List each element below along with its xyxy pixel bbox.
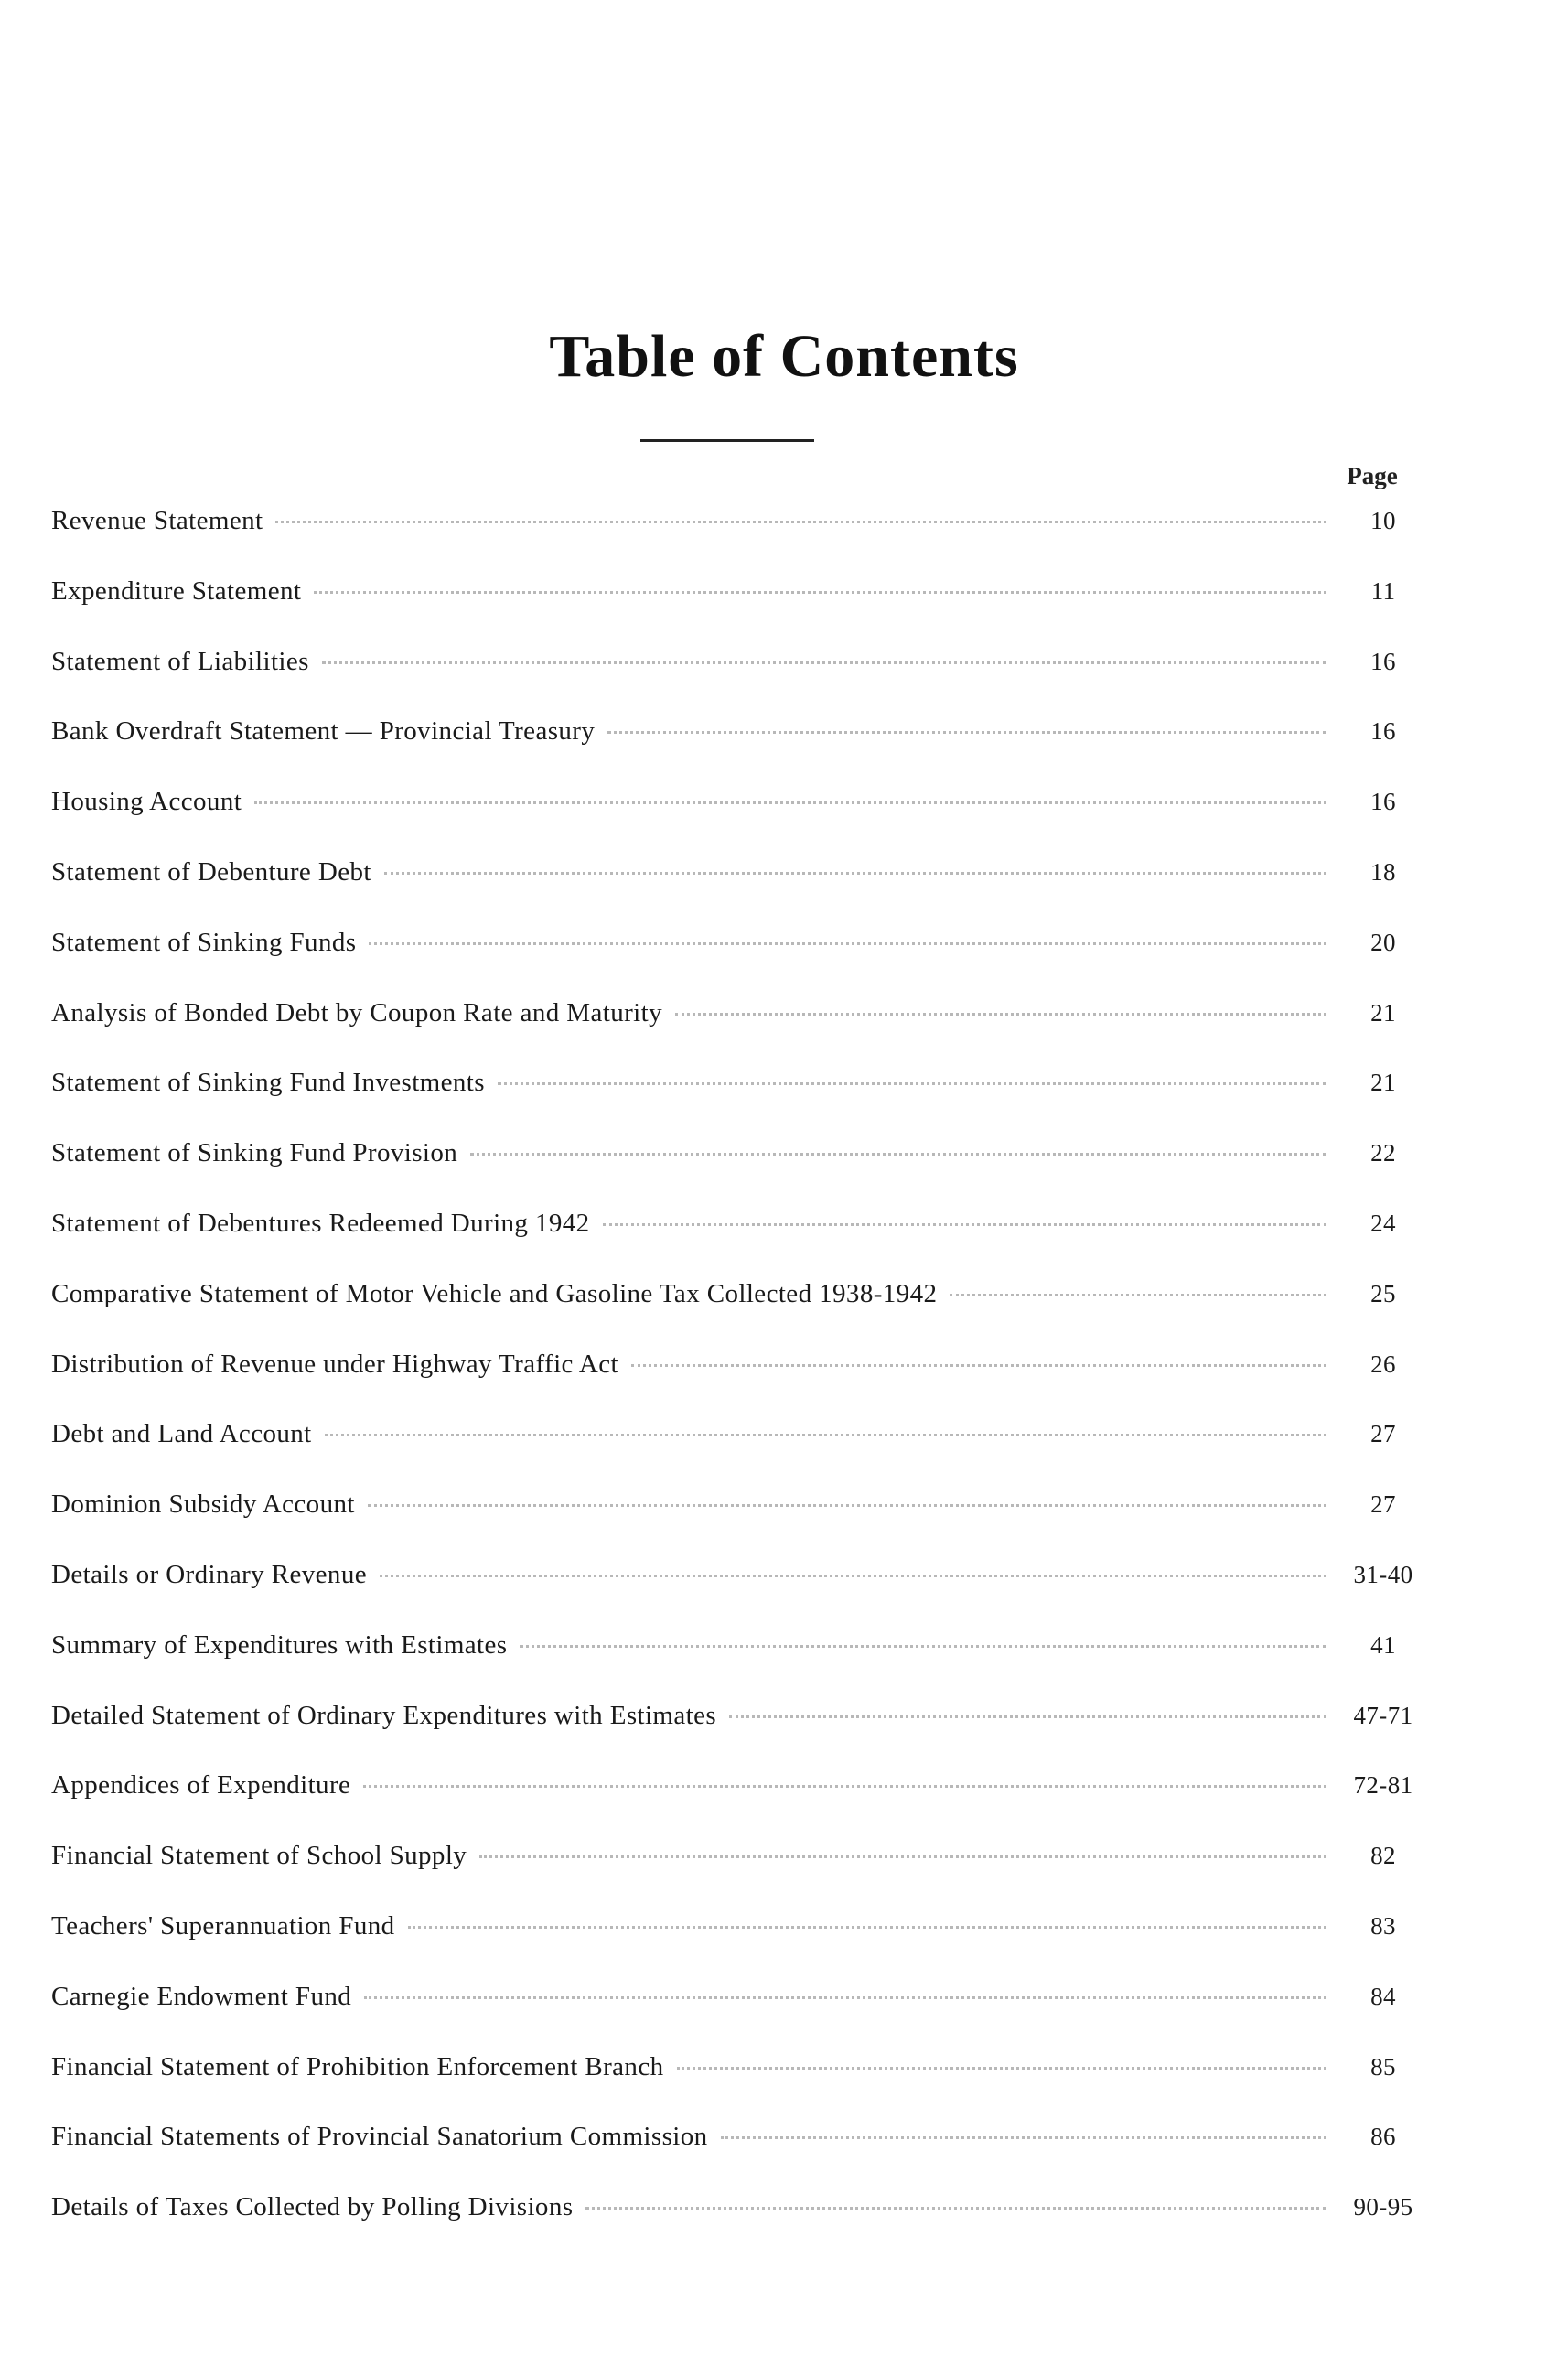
dot-leader — [369, 942, 1326, 945]
toc-entry-page: 26 — [1370, 1350, 1396, 1378]
dot-leader — [314, 591, 1326, 594]
toc-entry-title: Debt and Land Account — [51, 1419, 312, 1449]
toc-entry — [51, 576, 1427, 647]
toc-entry-page: 24 — [1370, 1209, 1396, 1237]
dot-leader — [408, 1926, 1326, 1929]
toc-entry-title: Distribution of Revenue under Highway Traffic Act — [51, 1349, 618, 1379]
dot-leader — [368, 1504, 1326, 1507]
toc-entry-page: 90-95 — [1353, 2193, 1413, 2221]
page-title: Table of Contents — [549, 323, 1019, 390]
toc-entry — [51, 857, 1427, 928]
toc-entry-page: 31-40 — [1353, 1560, 1413, 1588]
toc-entry-title: Details of Taxes Collected by Polling Divisions — [51, 2192, 574, 2222]
toc-entry-title: Financial Statements of Provincial Sanatorium Commission — [51, 2122, 708, 2152]
toc-entry-title: Detailed Statement of Ordinary Expenditures with Estimates — [51, 1700, 717, 1730]
dot-leader — [631, 1364, 1326, 1367]
toc-entry — [51, 1209, 1427, 1279]
toc-entry — [51, 1489, 1427, 1560]
dot-leader — [380, 1575, 1326, 1577]
toc-entry-title: Financial Statement of Prohibition Enforcement Branch — [51, 2051, 664, 2081]
toc-entry — [51, 1630, 1427, 1701]
dot-leader — [363, 1785, 1326, 1788]
toc-entry-title: Summary of Expenditures with Estimates — [51, 1629, 508, 1660]
dot-leader — [275, 521, 1326, 523]
toc-entry-title: Financial Statement of School Supply — [51, 1841, 467, 1871]
dot-leader — [254, 801, 1326, 804]
page-column-header: Page — [1347, 462, 1398, 489]
title-divider — [640, 439, 814, 442]
toc-entry — [51, 1138, 1427, 1209]
toc-entry — [51, 1701, 1427, 1771]
dot-leader — [729, 1715, 1326, 1718]
dot-leader — [325, 1434, 1326, 1436]
toc-entry-title: Dominion Subsidy Account — [51, 1489, 355, 1520]
toc-entry-title: Statement of Debentures Redeemed During 1942 — [51, 1208, 590, 1238]
dot-leader — [721, 2136, 1326, 2139]
toc-entry-page: 16 — [1370, 717, 1396, 746]
dot-leader — [677, 2067, 1326, 2070]
toc-entry — [51, 1068, 1427, 1138]
toc-entry-title: Revenue Statement — [51, 506, 263, 535]
toc-entry — [51, 2122, 1427, 2192]
toc-entry-title: Details or Ordinary Revenue — [51, 1559, 367, 1589]
toc-entry — [51, 1560, 1427, 1630]
toc-entry — [51, 1350, 1427, 1420]
toc-entry — [51, 1982, 1427, 2052]
toc-entry — [51, 1770, 1427, 1841]
dot-leader — [603, 1223, 1326, 1226]
toc-entry-title: Statement of Sinking Fund Provision — [51, 1138, 458, 1168]
toc-entry-title: Analysis of Bonded Debt by Coupon Rate and Maturity — [51, 997, 662, 1027]
dot-leader — [607, 731, 1326, 734]
dot-leader — [479, 1855, 1326, 1858]
toc-entry — [51, 1841, 1427, 1911]
toc-entry-page: 27 — [1370, 1420, 1396, 1448]
toc-entry — [51, 1419, 1427, 1489]
toc-entry-page: 16 — [1370, 788, 1396, 816]
toc-entry-page: 27 — [1370, 1490, 1396, 1519]
toc-entry-page: 21 — [1370, 998, 1396, 1027]
toc-entry-page: 83 — [1370, 1911, 1396, 1940]
toc-entry-title: Housing Account — [51, 787, 242, 817]
dot-leader — [470, 1153, 1326, 1156]
toc-entry-page: 41 — [1370, 1630, 1396, 1659]
toc-entry-title: Teachers' Superannuation Fund — [51, 1910, 395, 1941]
toc-entry-page: 10 — [1370, 507, 1396, 534]
toc-entry — [51, 1911, 1427, 1982]
dot-leader — [520, 1645, 1326, 1648]
toc-entry-page: 16 — [1370, 647, 1396, 675]
toc-entry-page: 20 — [1370, 928, 1396, 956]
dot-leader — [950, 1294, 1326, 1296]
toc-entry — [51, 647, 1427, 717]
toc-entry-title: Statement of Sinking Funds — [51, 927, 357, 957]
toc-entry — [51, 2192, 1427, 2263]
toc-entry-page: 84 — [1370, 1982, 1396, 2010]
toc-entry-page: 47-71 — [1353, 1701, 1413, 1729]
toc-entry — [51, 1279, 1427, 1350]
dot-leader — [322, 661, 1326, 664]
toc-entry-title: Appendices of Expenditure — [51, 1770, 351, 1801]
toc-entry-page: 82 — [1370, 1842, 1396, 1870]
toc-entry — [51, 998, 1427, 1069]
dot-leader — [364, 1996, 1326, 1999]
dot-leader — [498, 1082, 1326, 1085]
toc-entry-page: 22 — [1370, 1139, 1396, 1167]
toc-entry — [51, 716, 1427, 787]
toc-entry — [51, 787, 1427, 857]
toc-entry-title: Carnegie Endowment Fund — [51, 1981, 352, 2011]
toc-entry-title: Statement of Liabilities — [51, 646, 309, 676]
toc-entry — [51, 928, 1427, 998]
dot-leader — [384, 872, 1326, 875]
toc-entry-title: Expenditure Statement — [51, 575, 302, 606]
table-of-contents — [51, 506, 1427, 2263]
toc-entry-title: Statement of Debenture Debt — [51, 856, 371, 887]
toc-entry — [51, 506, 1427, 576]
toc-entry-page: 72-81 — [1353, 1771, 1413, 1800]
toc-entry-title: Statement of Sinking Fund Investments — [51, 1068, 485, 1098]
dot-leader — [585, 2207, 1326, 2210]
toc-entry-title: Bank Overdraft Statement — Provincial Treasury — [51, 716, 596, 747]
toc-entry-page: 21 — [1370, 1069, 1396, 1097]
toc-entry — [51, 2052, 1427, 2123]
toc-entry-page: 11 — [1370, 576, 1396, 605]
toc-entry-page: 18 — [1370, 857, 1396, 886]
toc-entry-title: Comparative Statement of Motor Vehicle and Gasoline Tax Collected 1938-1942 — [51, 1278, 938, 1308]
toc-entry-page: 85 — [1370, 2052, 1396, 2081]
dot-leader — [675, 1013, 1326, 1016]
toc-entry-page: 25 — [1370, 1279, 1396, 1307]
toc-entry-page: 86 — [1370, 2123, 1396, 2151]
